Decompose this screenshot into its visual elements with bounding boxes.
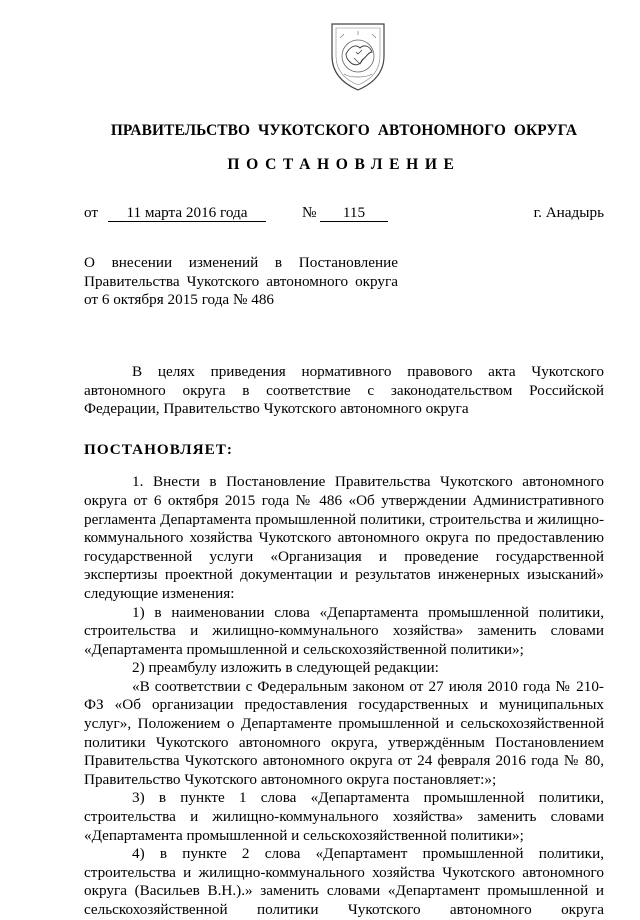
body-line: Правительства Чукотского автономного округа от 24 февраля 2016 года № 80, [84,752,604,770]
body-line: 3) в пункте 1 слова «Департамента промышленной политики, [132,789,604,807]
subject-line: от 6 октября 2015 года № 486 [84,291,275,309]
body-line: государственной услуги «Организация и проведение государственной [84,547,604,565]
body-line: «В соответствии с Федеральным законом от 27 июля 2010 года № 210- [132,677,604,695]
subject-line: Правительства Чукотского автономного округа [84,272,398,290]
preamble-line: автономного округа в соответствие с законодательством Российской [84,381,604,399]
body-line: регламента Департамента промышленной политики, строительства и жилищно- [84,510,604,528]
government-title: ПРАВИТЕЛЬСТВО ЧУКОТСКОГО АВТОНОМНОГО ОКРУГА [110,122,578,139]
body-line: Правительство Чукотского автономного округа постановляет:»; [84,770,497,788]
body-line: экспертизы проектной документации и результатов инженерных изысканий» [84,566,604,584]
body-line: строительства и жилищно-коммунального хозяйства Чукотского автономного [84,863,604,881]
document-body [84,473,604,919]
body-line: 1) в наименовании слова «Департамента промышленной политики, [132,603,604,621]
body-line: коммунального хозяйства Чукотского автономного округа по предоставлению [84,529,604,547]
document-number: 115 [342,204,366,222]
body-line: строительства и жилищно-коммунального хозяйства» заменить словами [84,622,604,640]
document-meta-row [84,204,604,224]
preamble-paragraph [84,363,604,419]
body-line: округа от 6 октября 2015 года № 486 «Об утверждении Административного [84,491,604,509]
body-line: следующие изменения: [84,584,235,602]
document-subject [84,254,398,310]
body-line: строительства и жилищно-коммунального хозяйства» заменить словами [84,808,604,826]
body-line: 2) преамбулу изложить в следующей редакции: [132,659,439,677]
body-line: ФЗ «Об организации предоставления государственных и муниципальных [84,696,604,714]
body-line: округа (Васильев В.Н.).» заменить словами «Департамент промышленной и [84,882,604,900]
date-label: от [84,204,99,222]
body-line: услуг», Положением о Департаменте промышленной и сельскохозяйственной [84,715,604,733]
preamble-line: Федерации, Правительство Чукотского автономного округа [84,400,469,418]
resolves-heading: ПОСТАНОВЛЯЕТ: [84,440,233,458]
document-date: 11 марта 2016 года [126,204,248,222]
document-type-title: ПОСТАНОВЛЕНИЕ [227,155,461,173]
date-underline [108,221,266,222]
coat-of-arms-icon [326,18,390,92]
subject-line: О внесении изменений в Постановление [84,254,398,272]
body-line: сельскохозяйственной политики Чукотского автономного округа [84,901,604,918]
document-city: г. Анадырь [533,204,604,222]
number-label: № [302,204,317,222]
body-line: политики Чукотского автономного округа, утверждённым Постановлением [84,733,604,751]
preamble-line: В целях приведения нормативного правового акта Чукотского [132,362,604,380]
body-line: «Департамента промышленной и сельскохозяйственной политики»; [84,826,524,844]
body-line: «Департамента промышленной и сельскохозяйственной политики»; [84,640,524,658]
body-line: 4) в пункте 2 слова «Департамент промышленной политики, [132,845,604,863]
number-underline [320,221,388,222]
body-line: 1. Внести в Постановление Правительства Чукотского автономного [132,473,604,491]
